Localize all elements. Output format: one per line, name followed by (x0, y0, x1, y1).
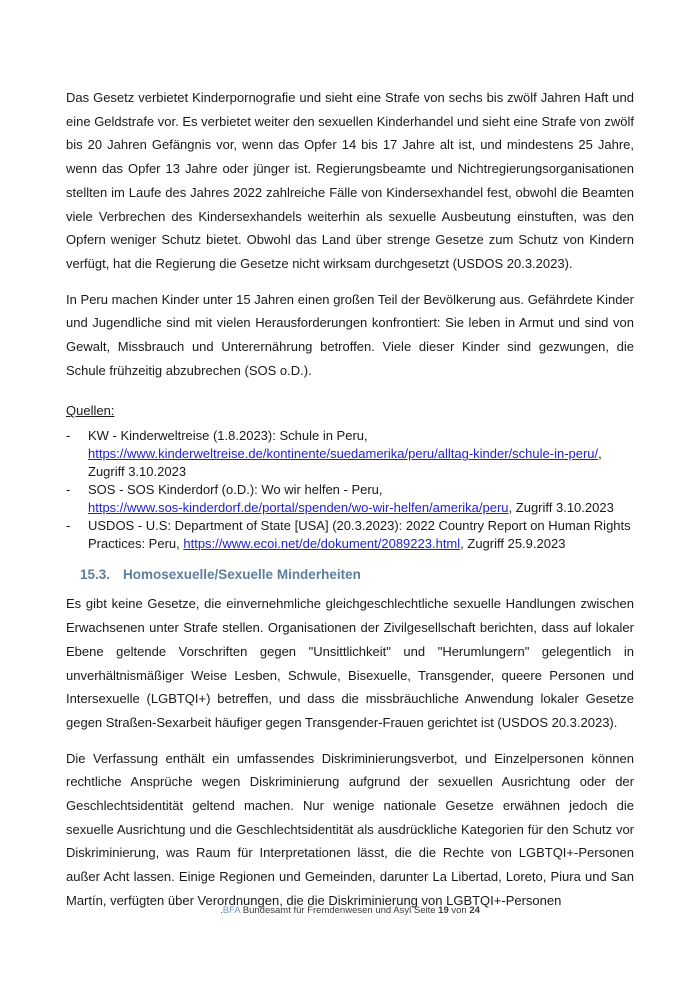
page-footer (0, 905, 700, 917)
section-number: 15.3. (80, 567, 111, 583)
source-text: , Zugriff 3.10.2023 (508, 500, 614, 516)
footer-page-number: 19 (438, 905, 449, 916)
section-title: Homosexuelle/Sexuelle Minderheiten (123, 567, 361, 583)
source-text: , Zugriff 25.9.2023 (460, 536, 566, 552)
source-text: SOS - SOS Kinderdorf (o.D.): Wo wir helfen - Peru, (88, 482, 383, 498)
sources-list (66, 427, 634, 553)
source-item (88, 481, 634, 517)
bfa-logo: BFA (222, 905, 241, 916)
paragraph-child-protection-law: Das Gesetz verbietet Kinderpornografie und sieht eine Strafe von sechs bis zwölf Jahren Haft und eine Geldstrafe vor. Es verbietet weiter den sexuellen Kinderhandel und sieht eine Strafe von zwölf bis 20 Jahren Gefängnis vor, wenn das Opfer 14 bis 17 Jahre alt ist, und mindestens 25 Jahre, wenn das Opfer 13 Jahre oder jünger ist. Regierungsbeamte und Nichtregierungsorganisationen stellten im Laufe des Jahres 2022 zahlreiche Fälle von Kindersexhandel fest, obwohl die Beamten viele Verbrechen des Kindersexhandels weiterhin als sexuelle Ausbeutung einstuften, was den Opfern weniger Schutz bietet. Obwohl das Land über strenge Gesetze zum Schutz von Kindern verfügt, hat die Regierung die Gesetze nicht wirksam durchgesetzt (USDOS 20.3.2023). (66, 90, 635, 271)
source-text: Practices: Peru, (88, 536, 184, 552)
source-item (88, 517, 634, 553)
source-text: KW - Kinderweltreise (1.8.2023): Schule in Peru, (88, 428, 368, 444)
sources-section (66, 402, 634, 553)
footer-logo-mark: . (220, 905, 223, 916)
source-item (88, 427, 634, 481)
paragraph-constitution-discrimination: Die Verfassung enthält ein umfassendes Diskriminierungsverbot, und Einzelpersonen können rechtliche Ansprüche wegen Diskriminierung aufgrund der sexuellen Ausrichtung oder der Geschlechtsidentität geltend machen. Nur wenige nationale Gesetze erwähnen jedoch die sexuelle Ausrichtung und die Geschlechtsidentität als ausdrückliche Kategorien für den Schutz vor Diskriminierung, was Raum für Interpretationen lässt, die die Rechte von LGBTQI+-Personen außer Acht lassen. Einige Regionen und Gemeinden, darunter La Libertad, Loreto, Piura und San Martín, verfügten über Verordnungen, die die Diskriminierung von LGBTQI+-Personen (66, 750, 634, 908)
footer-page-label: Seite (413, 905, 436, 916)
footer-org-name: Bundesamt für Fremdenwesen und Asyl (242, 905, 412, 916)
source-link[interactable]: https://www.kinderweltreise.de/kontinente/suedamerika/peru/alltag-kinder/schule-in-peru/ (88, 446, 599, 462)
footer-of-label: von (451, 905, 467, 916)
source-text: Zugriff 3.10.2023 (88, 464, 187, 480)
source-text: USDOS - U.S: Department of State [USA] (20.3.2023): 2022 Country Report on Human Rights (88, 518, 631, 534)
footer-page-total: 24 (469, 905, 480, 916)
paragraph-lgbtqi-laws: Es gibt keine Gesetze, die einvernehmliche gleichgeschlechtliche sexuelle Handlungen zwischen Erwachsenen unter Strafe stellen. Organisationen der Zivilgesellschaft berichten, dass auf lokaler Ebene geltende Vorschriften gegen "Unsittlichkeit" und "Herumlungern" gelegentlich in unverhältnismäßiger Weise Lesben, Schwule, Bisexuelle, Transgender, queere Personen und Intersexuelle (LGBTQI+) betreffen, und dass die missbräuchliche Anwendung lokaler Gesetze gegen Straßen-Sexarbeit häufiger gegen Transgender-Frauen gerichtet ist (USDOS 20.3.2023). (66, 596, 634, 730)
section-heading (66, 565, 634, 584)
source-text: , (598, 446, 602, 462)
sources-label: Quellen: (66, 403, 115, 419)
paragraph-children-in-peru: In Peru machen Kinder unter 15 Jahren einen großen Teil der Bevölkerung aus. Gefährdete Kinder und Jugendliche sind mit vielen Herausforderungen konfrontiert: Sie leben in Armut und sind von Gewalt, Missbrauch und Unterernährung betroffen. Viele dieser Kinder sind gezwungen, die Schule frühzeitig abzubrechen (SOS o.D.). (66, 291, 634, 378)
source-link[interactable]: https://www.ecoi.net/de/dokument/2089223.html (183, 536, 461, 552)
source-link[interactable]: https://www.sos-kinderdorf.de/portal/spenden/wo-wir-helfen/amerika/peru (88, 500, 509, 516)
